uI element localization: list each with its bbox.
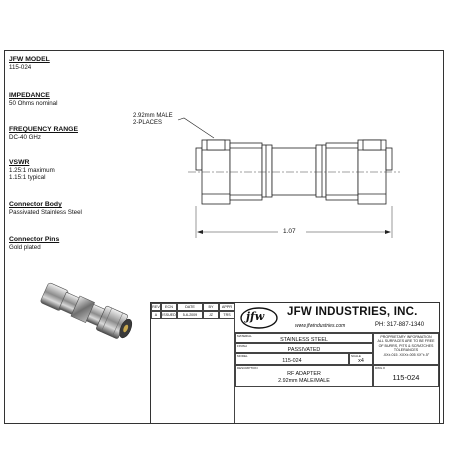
- rev-value-ecn: ISSUED: [162, 313, 176, 317]
- drawing-number-field: [373, 365, 439, 387]
- description-line-2: 2.92mm MALE/MALE: [278, 378, 330, 384]
- notes-field: [373, 333, 439, 365]
- title-block: [150, 302, 440, 424]
- company-header: [235, 303, 439, 333]
- spec-heading: FREQUENCY RANGE: [9, 126, 78, 133]
- rev-header-by: BY: [203, 303, 219, 311]
- finish-label: FINISH: [237, 344, 247, 348]
- rev-header-date: DATE: [177, 303, 203, 311]
- material-label: MATERIAL: [237, 334, 252, 338]
- material-value: STAINLESS STEEL: [280, 337, 328, 343]
- company-name: JFW INDUSTRIES, INC.: [287, 306, 418, 318]
- company-website: www.jfwindustries.com: [295, 323, 346, 329]
- title-block-blank: [235, 387, 439, 423]
- rev-value-by: JZ: [203, 311, 219, 319]
- spec-heading: JFW MODEL: [9, 56, 50, 63]
- spec-heading: Connector Pins: [9, 236, 60, 243]
- drawing-number-label: DWG #: [375, 366, 385, 370]
- spec-value: 115-024: [9, 63, 32, 71]
- spec-value: 1.15:1 typical: [9, 174, 46, 182]
- rev-header-rev: REV: [152, 305, 160, 309]
- rev-value-appr: TRS: [219, 311, 235, 319]
- finish-field: [235, 343, 373, 353]
- model-label: MODEL: [237, 354, 248, 358]
- length-dimension: 1.07: [283, 228, 296, 235]
- spec-value: 1.25:1 maximum: [9, 166, 55, 174]
- company-phone: PH: 317-887-1340: [375, 322, 425, 328]
- scale-field: [349, 353, 373, 365]
- rev-value-rev: A: [151, 311, 161, 319]
- spec-heading: IMPEDANCE: [9, 92, 50, 99]
- description-field: [235, 365, 373, 387]
- spec-heading: VSWR: [9, 159, 30, 166]
- tolerances-values: .XX±.015 .XXX±.005 XX°±.5°: [382, 352, 430, 357]
- model-field: [235, 353, 349, 365]
- surface-note-1: ALL SURFACES ARE TO BE FREE: [377, 339, 435, 344]
- description-line-1: RF ADAPTER: [287, 371, 321, 377]
- callout-line-1: 2.92mm MALE: [133, 113, 173, 119]
- rev-header-appr: APPR: [219, 303, 235, 311]
- rev-value-date: 5-6-2009: [177, 311, 203, 319]
- scale-label: SCALE: [351, 354, 361, 358]
- model-value: 115-024: [282, 358, 302, 364]
- material-field: [235, 333, 373, 343]
- surface-note-2: OF BURRS, PITS & SCRATCHES: [378, 343, 434, 348]
- scale-value: x4: [358, 358, 364, 364]
- proprietary-notice: PROPRIETARY INFORMATION: [380, 335, 432, 339]
- spec-heading: Connector Body: [9, 201, 62, 208]
- rev-table-body: [151, 319, 235, 423]
- finish-value: PASSIVATED: [287, 347, 321, 353]
- spec-value: DC-40 GHz: [9, 133, 41, 141]
- spec-value: Gold plated: [9, 243, 41, 251]
- spec-value: 50 Ohms nominal: [9, 99, 58, 107]
- tolerances-heading: TOLERANCES: [393, 348, 419, 353]
- logo-text: jfw: [246, 310, 265, 323]
- description-label: DESCRIPTION: [237, 366, 258, 370]
- drawing-number-value: 115-024: [392, 373, 420, 382]
- rev-header-ecn: ECN: [161, 303, 177, 311]
- adapter-photo: [36, 282, 146, 344]
- spec-value: Passivated Stainless Steel: [9, 208, 82, 216]
- callout-line-2: 2-PLACES: [133, 120, 163, 127]
